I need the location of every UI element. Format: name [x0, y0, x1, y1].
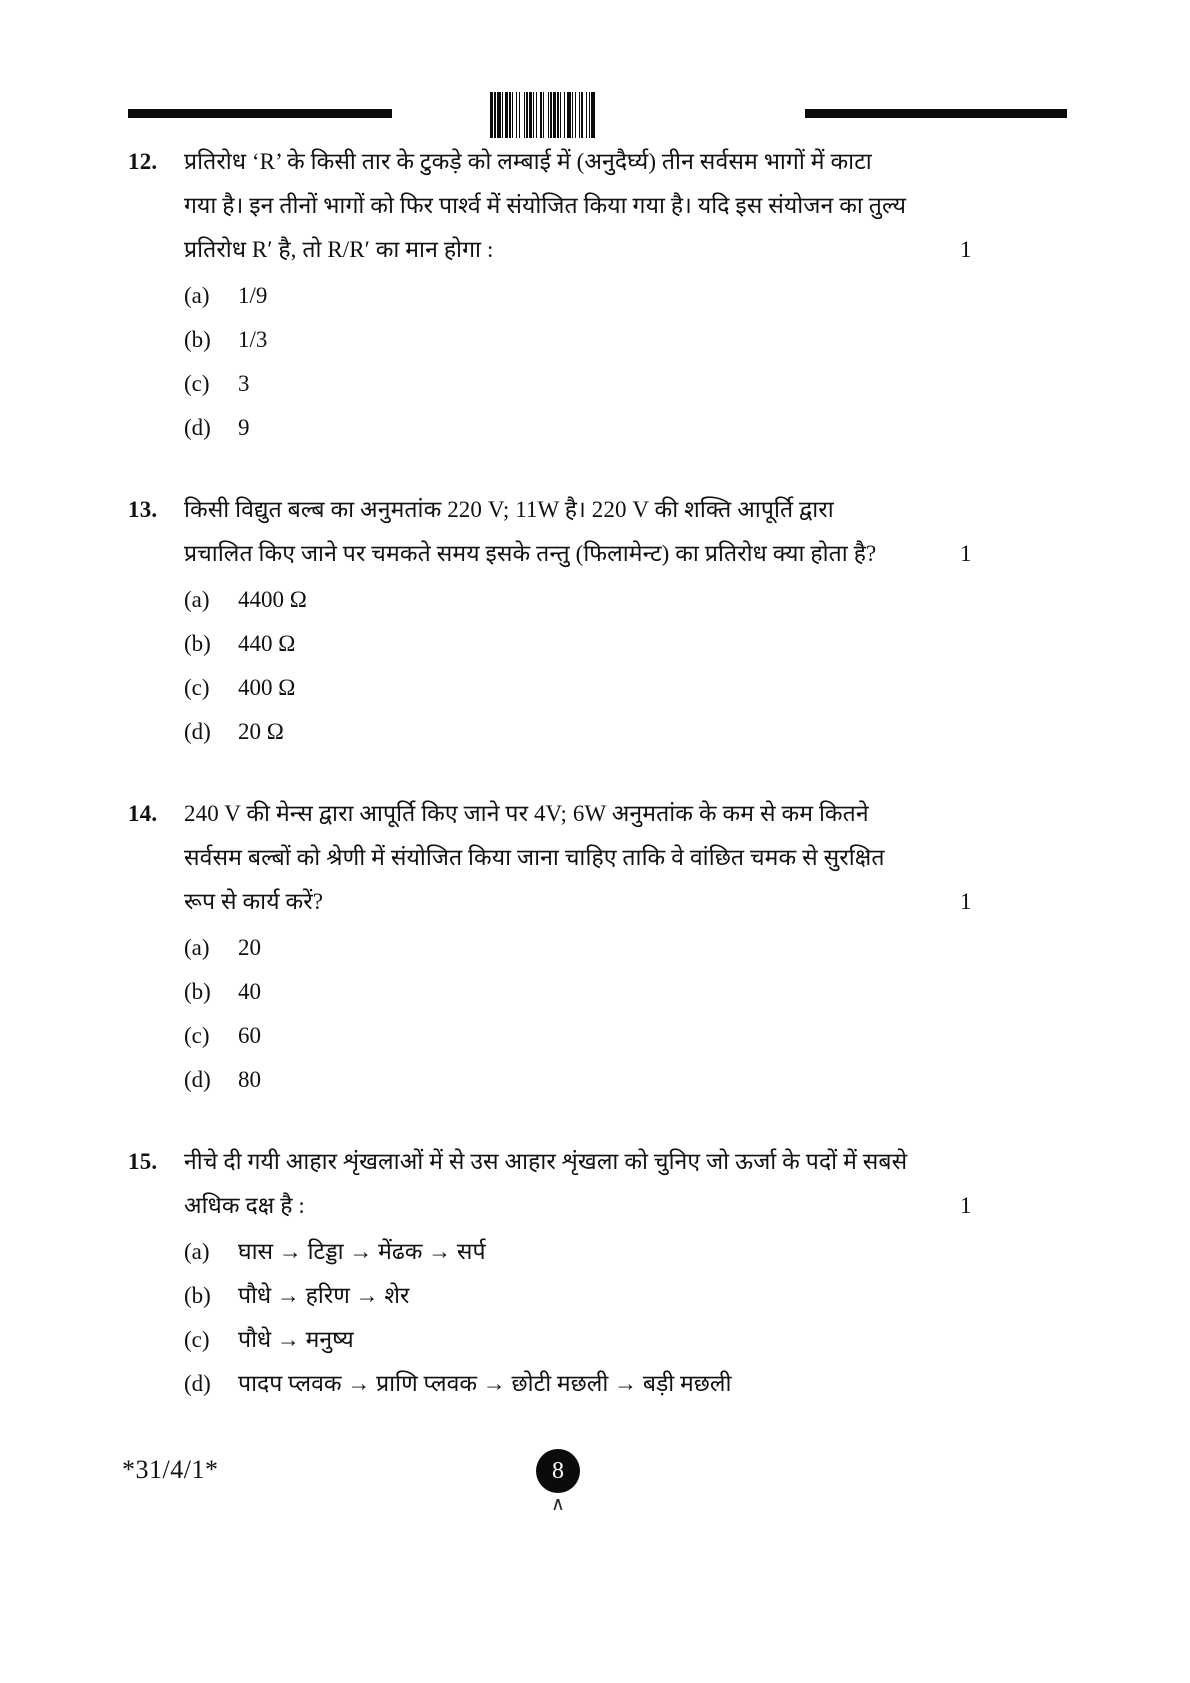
option-key: (c) [184, 371, 210, 396]
question-number: 12. [128, 149, 158, 174]
header-rule-left [128, 109, 392, 118]
question-head [0, 1140, 1190, 1228]
question-marks: 1 [960, 237, 972, 262]
option-value: घास → टिड्डा → मेंढक → सर्प [238, 1239, 486, 1264]
option-value: 400 Ω [238, 675, 296, 700]
option-row[interactable] [0, 926, 1190, 970]
option-row[interactable] [0, 1362, 1190, 1406]
option-value: पौधे → हरिण → शेर [238, 1283, 410, 1308]
question-head [0, 792, 1190, 924]
question-number: 15. [128, 1149, 158, 1174]
question-text [184, 488, 944, 576]
option-list [0, 274, 1190, 450]
question-line: अधिक दक्ष है : [184, 1193, 305, 1218]
question-list [0, 140, 1190, 1444]
header-rule-right [805, 109, 1067, 118]
option-value: 40 [238, 979, 261, 1004]
option-row[interactable] [0, 578, 1190, 622]
option-row[interactable] [0, 970, 1190, 1014]
question-marks: 1 [960, 889, 972, 914]
barcode-bar [595, 92, 596, 138]
question-head [0, 140, 1190, 272]
option-value: 3 [238, 371, 250, 396]
option-key: (b) [184, 327, 211, 352]
question-text [184, 792, 944, 924]
question-item [0, 1140, 1190, 1432]
option-row[interactable] [0, 710, 1190, 754]
option-value: 20 Ω [238, 719, 284, 744]
option-key: (b) [184, 631, 211, 656]
option-value: 9 [238, 415, 250, 440]
option-value: पादप प्लवक → प्राणि प्लवक → छोटी मछली → बड़ी मछली [238, 1371, 732, 1396]
question-line: 240 V की मेन्स द्वारा आपूर्ति किए जाने पर 4V; 6W अनुमतांक के कम से कम कितने [184, 801, 869, 826]
option-key: (c) [184, 675, 210, 700]
question-line: सर्वसम बल्बों को श्रेणी में संयोजित किया जाना चाहिए ताकि वे वांछित चमक से सुरक्षित [184, 845, 885, 870]
question-text [184, 140, 944, 272]
option-value: 20 [238, 935, 261, 960]
question-line: किसी विद्युत बल्ब का अनुमतांक 220 V; 11W है। 220 V की शक्ति आपूर्ति द्वारा [184, 497, 834, 522]
option-key: (d) [184, 415, 211, 440]
question-line: प्रतिरोध R′ है, तो R/R′ का मान होगा : [184, 237, 494, 262]
question-number: 14. [128, 801, 158, 826]
option-key: (a) [184, 1239, 210, 1264]
caret-icon: ∧ [551, 1494, 565, 1515]
question-item [0, 488, 1190, 780]
option-list [0, 578, 1190, 754]
option-key: (b) [184, 979, 211, 1004]
option-key: (b) [184, 1283, 211, 1308]
option-value: 80 [238, 1067, 261, 1092]
option-row[interactable] [0, 666, 1190, 710]
option-value: 4400 Ω [238, 587, 307, 612]
option-value: 1/9 [238, 283, 268, 308]
barcode [490, 92, 646, 138]
question-spacer [0, 754, 1190, 780]
question-line: रूप से कार्य करें? [184, 889, 324, 914]
option-row[interactable] [0, 406, 1190, 450]
option-key: (a) [184, 283, 210, 308]
question-line: प्रतिरोध ‘R’ के किसी तार के टुकड़े को लम्बाई में (अनुदैर्घ्य) तीन सर्वसम भागों में काटा [184, 149, 872, 174]
option-key: (c) [184, 1327, 210, 1352]
page-header [0, 92, 1190, 144]
option-row[interactable] [0, 1230, 1190, 1274]
page-footer [0, 1455, 1190, 1565]
question-head [0, 488, 1190, 576]
question-text [184, 1140, 944, 1228]
option-key: (c) [184, 1023, 210, 1048]
page-number-badge: 8 [536, 1449, 580, 1493]
option-row[interactable] [0, 362, 1190, 406]
question-marks: 1 [960, 541, 972, 566]
option-row[interactable] [0, 1014, 1190, 1058]
option-row[interactable] [0, 622, 1190, 666]
option-row[interactable] [0, 274, 1190, 318]
option-key: (d) [184, 1371, 211, 1396]
option-key: (a) [184, 587, 210, 612]
question-item [0, 792, 1190, 1128]
option-row[interactable] [0, 1274, 1190, 1318]
option-key: (d) [184, 1067, 211, 1092]
option-list [0, 926, 1190, 1102]
question-spacer [0, 1406, 1190, 1432]
option-value: 1/3 [238, 327, 268, 352]
question-line: गया है। इन तीनों भागों को फिर पार्श्व में संयोजित किया गया है। यदि इस संयोजन का तुल्य [184, 193, 907, 218]
question-item [0, 140, 1190, 476]
option-value: 440 Ω [238, 631, 296, 656]
question-marks: 1 [960, 1193, 972, 1218]
option-value: पौधे → मनुष्य [238, 1327, 354, 1352]
option-key: (a) [184, 935, 210, 960]
question-spacer [0, 450, 1190, 476]
option-row[interactable] [0, 318, 1190, 362]
option-key: (d) [184, 719, 211, 744]
option-value: 60 [238, 1023, 261, 1048]
question-line: नीचे दी गयी आहार शृंखलाओं में से उस आहार शृंखला को चुनिए जो ऊर्जा के पदों में सबसे [184, 1149, 908, 1174]
option-list [0, 1230, 1190, 1406]
question-line: प्रचालित किए जाने पर चमकते समय इसके तन्तु (फिलामेन्ट) का प्रतिरोध क्या होता है? [184, 541, 877, 566]
option-row[interactable] [0, 1058, 1190, 1102]
question-spacer [0, 1102, 1190, 1128]
paper-code: *31/4/1* [122, 1455, 219, 1484]
question-number: 13. [128, 497, 158, 522]
option-row[interactable] [0, 1318, 1190, 1362]
